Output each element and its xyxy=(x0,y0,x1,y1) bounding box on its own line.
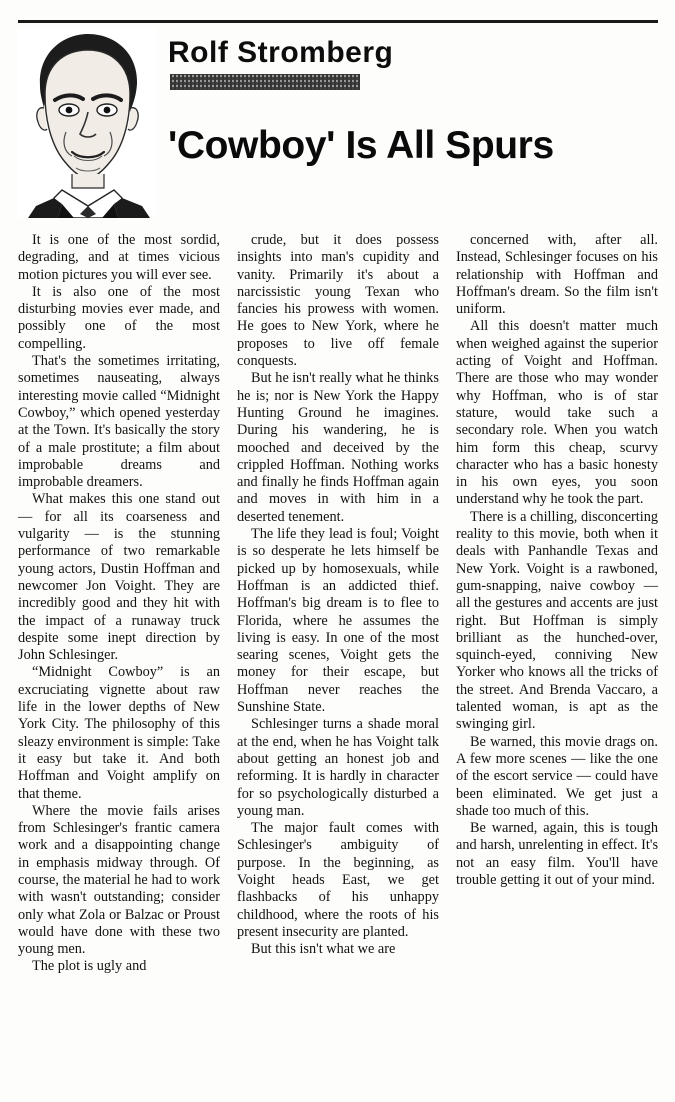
paragraph: But he isn't really what he thinks he is; nor is New York the Happy Hunting Ground he imagines. During his wandering, he is mooched and deceived by the crippled Hoffman. Nothing works and finally he finds Hoffman again and moves in with him in a deserted tenement. xyxy=(237,370,439,525)
paragraph: Where the movie fails arises from Schlesinger's frantic camera work and a disappointing change in emphasis midway through. Of course, the material he had to work with wasn't outstanding; consider only what Zola or Balzac or Proust would have done with these two young men. xyxy=(18,802,220,958)
paragraph: Be warned, again, this is tough and harsh, unrelenting in effect. It's not an easy film. You'll have trouble getting it out of your mind. xyxy=(456,820,659,888)
paragraph: That's the sometimes irritating, sometimes nauseating, always interesting movie called “Midnight Cowboy,” which opened yesterday at the Town. It's basically the story of a male prostitute; a film about improbable dreams and improbable dreamers. xyxy=(18,353,220,491)
paragraph: What makes this one stand out — for all its coarseness and vulgarity — is the stunning performance of two remarkable young actors, Dustin Hoffman and newcomer Jon Voight. They are incredibly good and they hit with the impact of a runaway truck despite some inept direction by John Schlesinger. xyxy=(18,491,220,664)
columnist-byline: Rolf Stromberg xyxy=(168,36,394,69)
paragraph: The major fault comes with Schlesinger's ambiguity of purpose. In the beginning, as Voight heads East, we get flashbacks of his unhappy childhood, where the roots of his present insecurity are planted. xyxy=(237,820,439,940)
article-column-3 xyxy=(456,232,658,1092)
page-title: 'Cowboy' Is All Spurs xyxy=(168,124,554,167)
top-rule-divider xyxy=(18,20,658,23)
paragraph: The life they lead is foul; Voight is so desperate he lets himself be picked up by homosexuals, while Hoffman is an addicted thief. Hoffman's big dream is to flee to Florida, where he assumes the living is easy. In one of the most searing scenes, Voight gets the money for their escape, but Hoffman never reaches the Sunshine State. xyxy=(237,526,439,716)
article-column-1 xyxy=(18,232,220,1092)
paragraph: crude, but it does possess insights into man's cupidity and vanity. Primarily it's about a narcissistic young Texan who fancies his prowess with women. He goes to New York, where he proposes to live off female conquests. xyxy=(237,232,439,370)
paragraph: But this isn't what we are xyxy=(251,941,396,958)
masthead xyxy=(18,28,658,223)
paragraph: Schlesinger turns a shade moral at the end, when he has Voight talk about getting an honest job and reforming. It is hardly in character for so psychologically disturbed a young man. xyxy=(237,716,439,819)
paragraph: Be warned, this movie drags on. A few more scenes — like the one of the escort service — could have been eliminated. We get just a shade too much of this. xyxy=(456,733,658,819)
paragraph: The plot is ugly and xyxy=(32,958,147,975)
article-columns xyxy=(18,232,658,1092)
paragraph: It is also one of the most disturbing movies ever made, and possibly one of the most compelling. xyxy=(18,283,220,352)
paragraph: concerned with, after all. Instead, Schlesinger focuses on his relationship with Hoffman and Hoffman's dream. So the film isn't uniform. xyxy=(456,232,658,318)
article-column-2 xyxy=(237,232,439,1092)
columnist-portrait xyxy=(18,28,156,218)
paragraph: There is a chilling, disconcerting reality to this movie, both when it deals with Panhandle Texas and New York. Voight is a rawboned, gum-snapping, naive cowboy — all the gestures and accents are just right. But Hoffman is simply brilliant as the hunched-over, squinch-eyed, conniving New Yorker who knows all the tricks of the street. And Brenda Vaccaro, a talented woman, is apt as the swinging girl. xyxy=(456,508,658,733)
byline-texture-bar xyxy=(170,74,360,90)
paragraph: “Midnight Cowboy” is an excruciating vignette about raw life in the lower depths of New York City. The philosophy of this sleazy environment is simple: Take it easy but take it. And both Hoffman and Voight amplify on that theme. xyxy=(18,664,220,802)
paragraph: It is one of the most sordid, degrading, and at times vicious motion pictures you will ever see. xyxy=(18,232,220,283)
paragraph: All this doesn't matter much when weighed against the superior acting of Voight and Hoffman. There are those who may wonder why Hoffman, who is of star stature, would take such a secondary role. When you watch him form this cheap, scurvy character who has a basic honesty in his own eyes, you soon understand why he took the part. xyxy=(456,318,658,508)
